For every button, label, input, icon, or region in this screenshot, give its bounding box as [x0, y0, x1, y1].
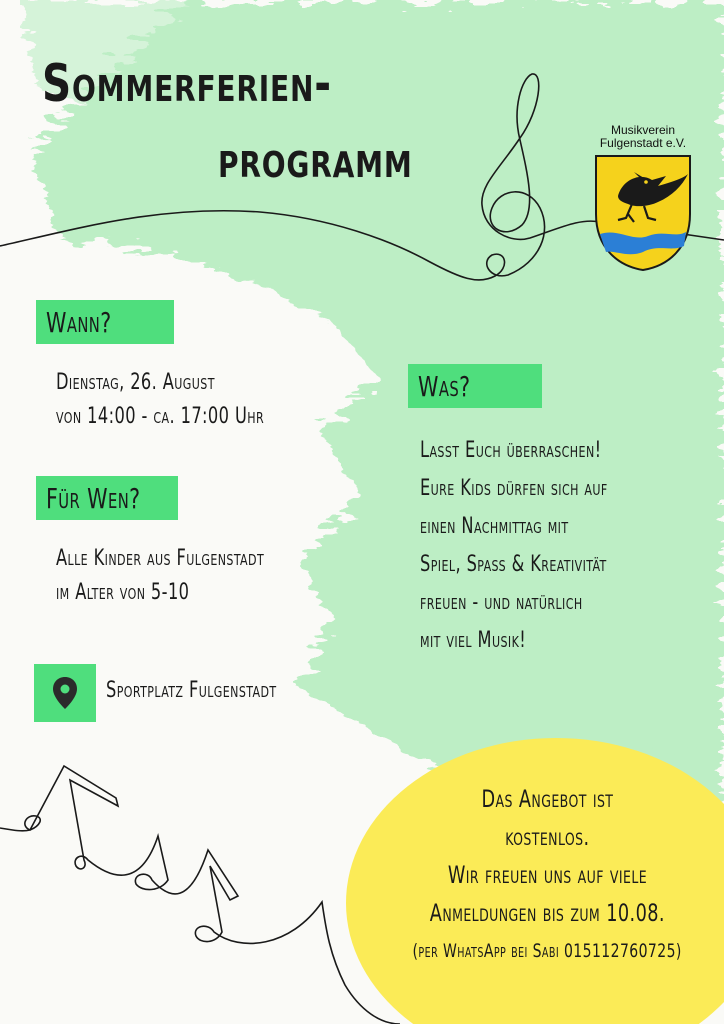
location-badge: [34, 664, 96, 722]
angebot-line-2: kostenlos.: [504, 823, 590, 851]
music-notes-line: [0, 766, 400, 1024]
fuer-wen-heading: Für Wen?: [36, 476, 178, 520]
location-text: Sportplatz Fulgenstadt: [106, 678, 277, 703]
was-line: Lasst Euch überraschen!: [420, 438, 602, 463]
title-line-1: Sommerferien-: [42, 54, 332, 114]
wann-details: [56, 366, 310, 434]
angebot-line-1: Das Angebot ist: [481, 785, 613, 813]
logo-name: Musikverein Fulgenstadt e.V.: [599, 123, 687, 150]
angebot-line-4: Anmeldungen bis zum 10.08.: [429, 899, 665, 927]
was-line: freuen - und natürlich: [420, 590, 583, 615]
crest-shield-icon: [588, 152, 698, 272]
map-pin-icon: [52, 676, 78, 710]
fuer-wen-line-1: Alle Kinder aus Fulgenstadt: [56, 546, 265, 571]
title-line-2: programm: [218, 130, 413, 190]
was-line: einen Nachmittag mit: [420, 514, 569, 539]
wann-heading: Wann?: [36, 300, 174, 344]
club-logo: [588, 124, 698, 272]
wann-date: Dienstag, 26. August: [56, 370, 215, 395]
was-line: mit viel Musik!: [420, 628, 527, 653]
angebot-line-3: Wir freuen uns auf viele: [447, 861, 647, 889]
was-line: Spiel, Spaß & Kreativität: [420, 552, 607, 577]
was-heading: Was?: [408, 364, 542, 408]
fuer-wen-line-2: im Alter von 5-10: [56, 580, 190, 605]
fuer-wen-details: [56, 542, 310, 610]
was-line: Eure Kids dürfen sich auf: [420, 476, 608, 501]
wann-time: von 14:00 - ca. 17:00 Uhr: [56, 404, 265, 429]
was-details: [420, 432, 649, 660]
angebot-contact: (per WhatsApp bei Sabi 015112760725): [412, 940, 682, 962]
angebot-text: [370, 780, 724, 970]
